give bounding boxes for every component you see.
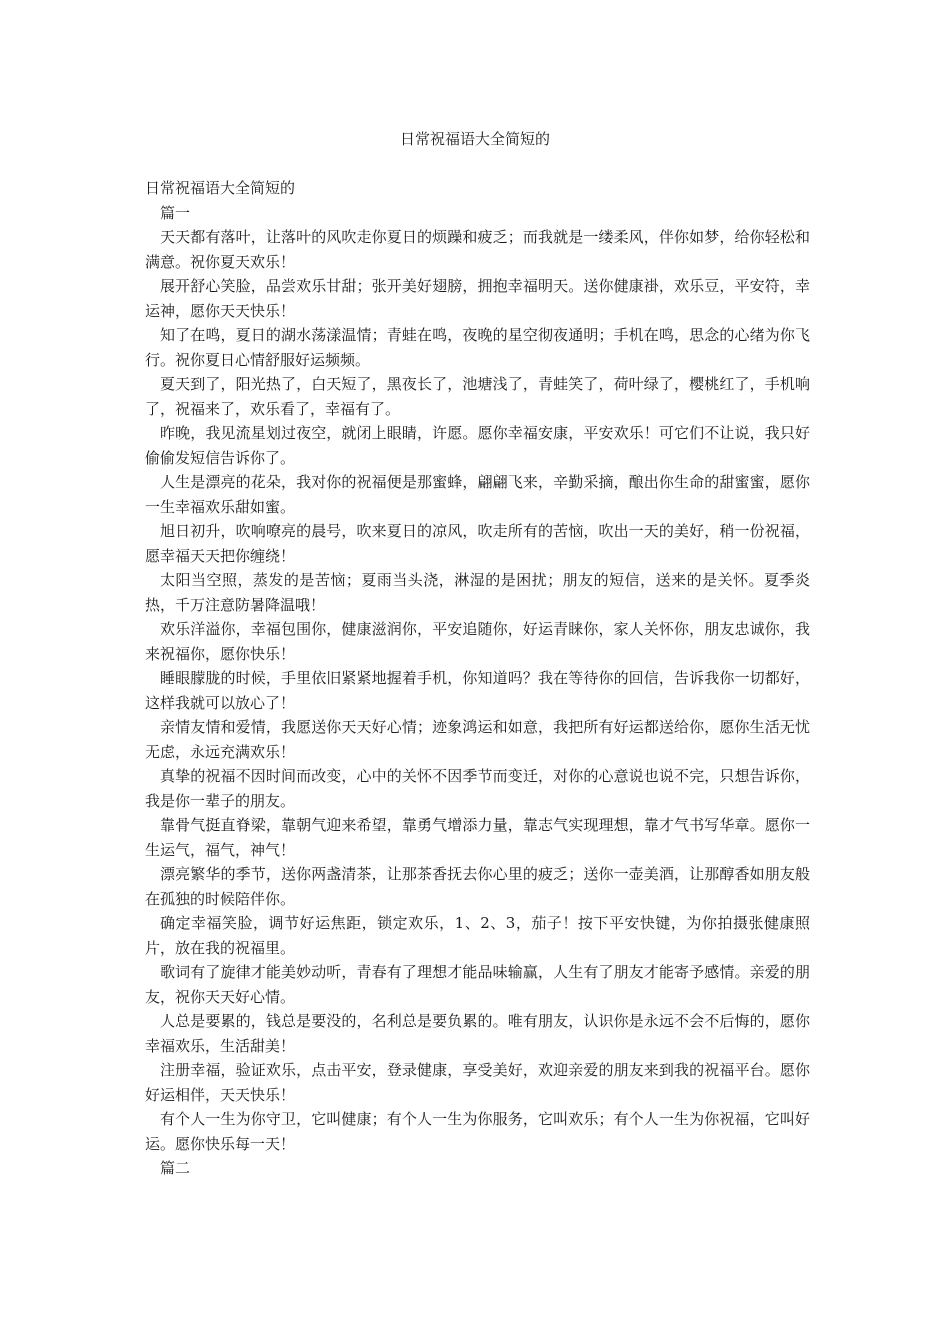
paragraph: 人生是漂亮的花朵，我对你的祝福便是那蜜蜂，翩翩飞来，辛勤采摘，酿出你生命的甜蜜蜜，愿你一生幸福欢乐甜如蜜。 <box>145 473 810 516</box>
document-body <box>145 176 810 1181</box>
paragraph: 注册幸福，验证欢乐，点击平安，登录健康，享受美好，欢迎亲爱的朋友来到我的祝福平台。愿你好运相伴，天天快乐！ <box>145 1061 810 1104</box>
paragraph: 真挚的祝福不因时间而改变，心中的关怀不因季节而变迁，对你的心意说也说不完，只想告诉你，我是你一辈子的朋友。 <box>145 767 810 810</box>
paragraph: 夏天到了，阳光热了，白天短了，黑夜长了，池塘浅了，青蛙笑了，荷叶绿了，樱桃红了，手机响了，祝福来了，欢乐看了，幸福有了。 <box>145 375 810 418</box>
paragraph: 睡眼朦胧的时候，手里依旧紧紧地握着手机，你知道吗？我在等待你的回信，告诉我你一切都好，这样我就可以放心了！ <box>145 669 810 712</box>
paragraph: 确定幸福笑脸，调节好运焦距，锁定欢乐，1、2、3，茄子！按下平安快键，为你拍摄张健康照片，放在我的祝福里。 <box>145 914 810 957</box>
paragraph: 有个人一生为你守卫，它叫健康；有个人一生为你服务，它叫欢乐；有个人一生为你祝福，它叫好运。愿你快乐每一天！ <box>145 1110 810 1153</box>
paragraph: 亲情友情和爱情，我愿送你天天好心情；迹象鸿运和如意，我把所有好运都送给你，愿你生活无忧无虑，永远充满欢乐！ <box>145 718 810 761</box>
paragraph: 旭日初升，吹响嘹亮的晨号，吹来夏日的凉风，吹走所有的苦恼，吹出一天的美好，稍一份祝福，愿幸福天天把你缠绕！ <box>145 522 810 565</box>
paragraph: 人总是要累的，钱总是要没的，名利总是要负累的。唯有朋友，认识你是永远不会不后悔的，愿你幸福欢乐，生活甜美！ <box>145 1012 810 1055</box>
section-heading: 篇二 <box>160 1159 191 1177</box>
paragraph: 靠骨气挺直脊梁，靠朝气迎来希望，靠勇气增添力量，靠志气实现理想，靠才气书写华章。愿你一生运气，福气，神气！ <box>145 816 810 859</box>
paragraph: 歌词有了旋律才能美妙动听，青春有了理想才能品味输赢，人生有了朋友才能寄予感情。亲爱的朋友，祝你天天好心情。 <box>145 963 810 1006</box>
paragraph: 漂亮繁华的季节，送你两盏清茶，让那茶香抚去你心里的疲乏；送你一壶美酒，让那醇香如朋友般在孤独的时候陪伴你。 <box>145 865 810 908</box>
paragraph: 太阳当空照，蒸发的是苦恼；夏雨当头浇，淋湿的是困扰；朋友的短信，送来的是关怀。夏季炎热，千万注意防暑降温哦！ <box>145 571 810 614</box>
paragraph: 知了在鸣，夏日的湖水荡漾温情；青蛙在鸣，夜晚的星空彻夜通明；手机在鸣，思念的心绪为你飞行。祝你夏日心情舒服好运频频。 <box>145 326 810 369</box>
paragraph: 欢乐洋溢你，幸福包围你，健康滋润你，平安追随你，好运青睐你，家人关怀你，朋友忠诚你，我来祝福你，愿你快乐！ <box>145 620 810 663</box>
paragraph: 展开舒心笑脸，品尝欢乐甘甜；张开美好翅膀，拥抱幸福明天。送你健康褂，欢乐豆，平安符，幸运神，愿你天天快乐！ <box>145 277 810 320</box>
document-title: 日常祝福语大全简短的 <box>399 130 550 148</box>
paragraph: 昨晚，我见流星划过夜空，就闭上眼睛，许愿。愿你幸福安康，平安欢乐！可它们不让说，我只好偷偷发短信告诉你了。 <box>145 424 810 467</box>
paragraph: 天天都有落叶，让落叶的风吹走你夏日的烦躁和疲乏；而我就是一缕柔风，伴你如梦，给你轻松和满意。祝你夏天欢乐！ <box>145 228 810 271</box>
section-heading: 篇一 <box>160 203 191 222</box>
document-subtitle: 日常祝福语大全简短的 <box>145 179 296 197</box>
